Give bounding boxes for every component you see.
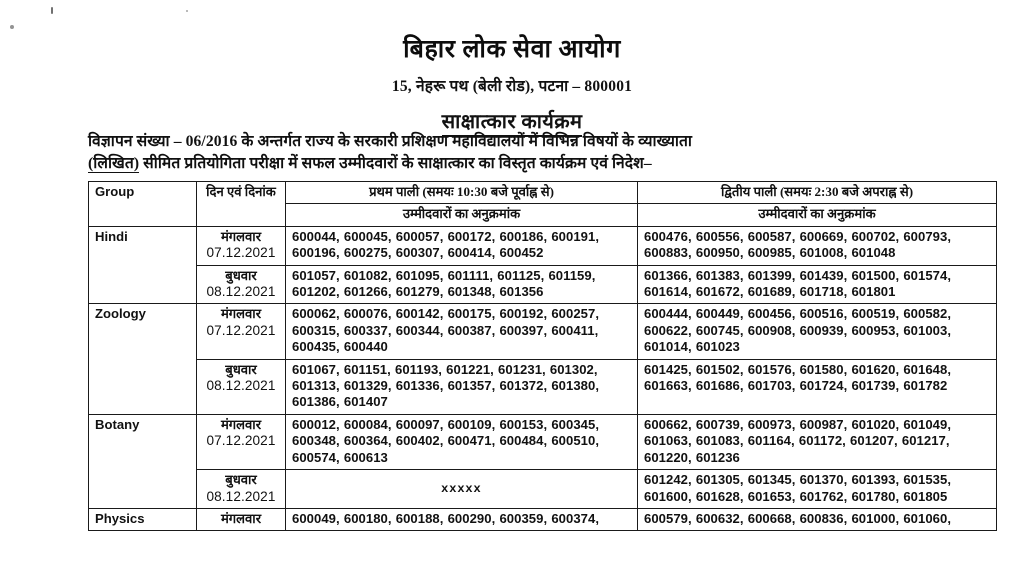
intro-paragraph <box>88 131 996 175</box>
document-title: साक्षात्कार कार्यक्रम <box>442 107 583 137</box>
date-label: 07.12.2021 <box>206 245 276 261</box>
table-body <box>89 226 997 531</box>
organization-title: बिहार लोक सेवा आयोग <box>403 36 621 63</box>
header-shift-2: द्वितीय पाली (समयः 2:30 बजे अपराह्न से) <box>638 182 997 204</box>
date-label: 07.12.2021 <box>206 322 276 338</box>
table-row <box>89 226 997 265</box>
day-date-cell <box>197 265 286 304</box>
roll-numbers-shift-2: 600662, 600739, 600973, 600987, 601020, 601049, 601063, 601083, 601164, 601172, 601207, 601217, 601220, 601236 <box>638 414 997 469</box>
header-shift-1: प्रथम पाली (समयः 10:30 बजे पूर्वाह्न से) <box>286 182 638 204</box>
group-name-zoology: Zoology <box>89 304 197 414</box>
day-date-cell <box>197 304 286 359</box>
roll-numbers-shift-2: 601366, 601383, 601399, 601439, 601500, 601574, 601614, 601672, 601689, 601718, 601801 <box>638 265 997 304</box>
group-name-botany: Botany <box>89 414 197 508</box>
table-row <box>89 265 997 304</box>
roll-numbers-shift-1: 600012, 600084, 600097, 600109, 600153, 600345, 600348, 600364, 600402, 600471, 600484, 600510, 600574, 600613 <box>286 414 638 469</box>
intro-line-1: विज्ञापन संख्या – 06/2016 के अन्तर्गत राज्य के सरकारी प्रशिक्षण महाविद्यालयों में विभिन्न विषयों के व्याख्याता <box>88 133 693 150</box>
intro-underlined-term: (लिखित) <box>88 155 140 172</box>
scan-speckle <box>10 25 14 29</box>
roll-numbers-shift-2: 600579, 600632, 600668, 600836, 601000, 601060, <box>638 508 997 530</box>
group-name-physics: Physics <box>89 508 197 530</box>
intro-line-2 <box>88 153 996 175</box>
scan-speckle <box>51 7 53 14</box>
scan-speckle <box>186 10 188 12</box>
date-label: 07.12.2021 <box>206 433 276 449</box>
day-label: मंगलवार <box>220 306 262 322</box>
roll-numbers-shift-2: 601242, 601305, 601345, 601370, 601393, 601535, 601600, 601628, 601653, 601762, 601780, 601805 <box>638 470 997 509</box>
day-date-cell <box>197 359 286 414</box>
roll-numbers-shift-1: xxxxx <box>286 470 638 509</box>
table-header <box>89 182 997 227</box>
day-label: मंगलवार <box>220 228 262 244</box>
table-row <box>89 470 997 509</box>
table-row <box>89 359 997 414</box>
day-label: बुधवार <box>225 267 257 283</box>
document-header <box>0 0 1024 137</box>
roll-numbers-shift-1: 601067, 601151, 601193, 601221, 601231, 601302, 601313, 601329, 601336, 601357, 601372, 601380, 601386, 601407 <box>286 359 638 414</box>
roll-numbers-shift-1: 600049, 600180, 600188, 600290, 600359, 600374, <box>286 508 638 530</box>
day-label: मंगलवार <box>220 510 262 526</box>
day-date-cell <box>197 414 286 469</box>
group-name-hindi: Hindi <box>89 226 197 304</box>
roll-numbers-shift-2: 600476, 600556, 600587, 600669, 600702, 600793, 600883, 600950, 600985, 601008, 601048 <box>638 226 997 265</box>
day-label: मंगलवार <box>220 416 262 432</box>
roll-numbers-shift-2: 600444, 600449, 600456, 600516, 600519, 600582, 600622, 600745, 600908, 600939, 600953, 601003, 601014, 601023 <box>638 304 997 359</box>
header-day-date: दिन एवं दिनांक <box>197 182 286 227</box>
organization-address: 15, नेहरू पथ (बेली रोड), पटना – 800001 <box>391 77 633 95</box>
intro-line-2-rest: सीमित प्रतियोगिता परीक्षा में सफल उम्मीदवारों के साक्षात्कार का विस्तृत कार्यक्रम एवं निदेश– <box>139 155 652 172</box>
date-label: 08.12.2021 <box>206 378 276 394</box>
day-date-cell <box>197 226 286 265</box>
table-row <box>89 508 997 530</box>
table-header-row-shift <box>89 182 997 204</box>
day-label: बुधवार <box>225 472 257 488</box>
header-group: Group <box>89 182 197 227</box>
header-shift-1-sub: उम्मीदवारों का अनुक्रमांक <box>286 204 638 226</box>
day-date-cell <box>197 470 286 509</box>
roll-numbers-shift-2: 601425, 601502, 601576, 601580, 601620, 601648, 601663, 601686, 601703, 601724, 601739, 601782 <box>638 359 997 414</box>
interview-schedule-table <box>88 181 997 531</box>
date-label: 08.12.2021 <box>206 488 276 504</box>
date-label: 08.12.2021 <box>206 284 276 300</box>
roll-numbers-shift-1: 600044, 600045, 600057, 600172, 600186, 600191, 600196, 600275, 600307, 600414, 600452 <box>286 226 638 265</box>
day-date-cell <box>197 508 286 530</box>
table-row <box>89 304 997 359</box>
table-row <box>89 414 997 469</box>
header-shift-2-sub: उम्मीदवारों का अनुक्रमांक <box>638 204 997 226</box>
day-label: बुधवार <box>225 361 257 377</box>
roll-numbers-shift-1: 600062, 600076, 600142, 600175, 600192, 600257, 600315, 600337, 600344, 600387, 600397, 600411, 600435, 600440 <box>286 304 638 359</box>
roll-numbers-shift-1: 601057, 601082, 601095, 601111, 601125, 601159, 601202, 601266, 601279, 601348, 601356 <box>286 265 638 304</box>
